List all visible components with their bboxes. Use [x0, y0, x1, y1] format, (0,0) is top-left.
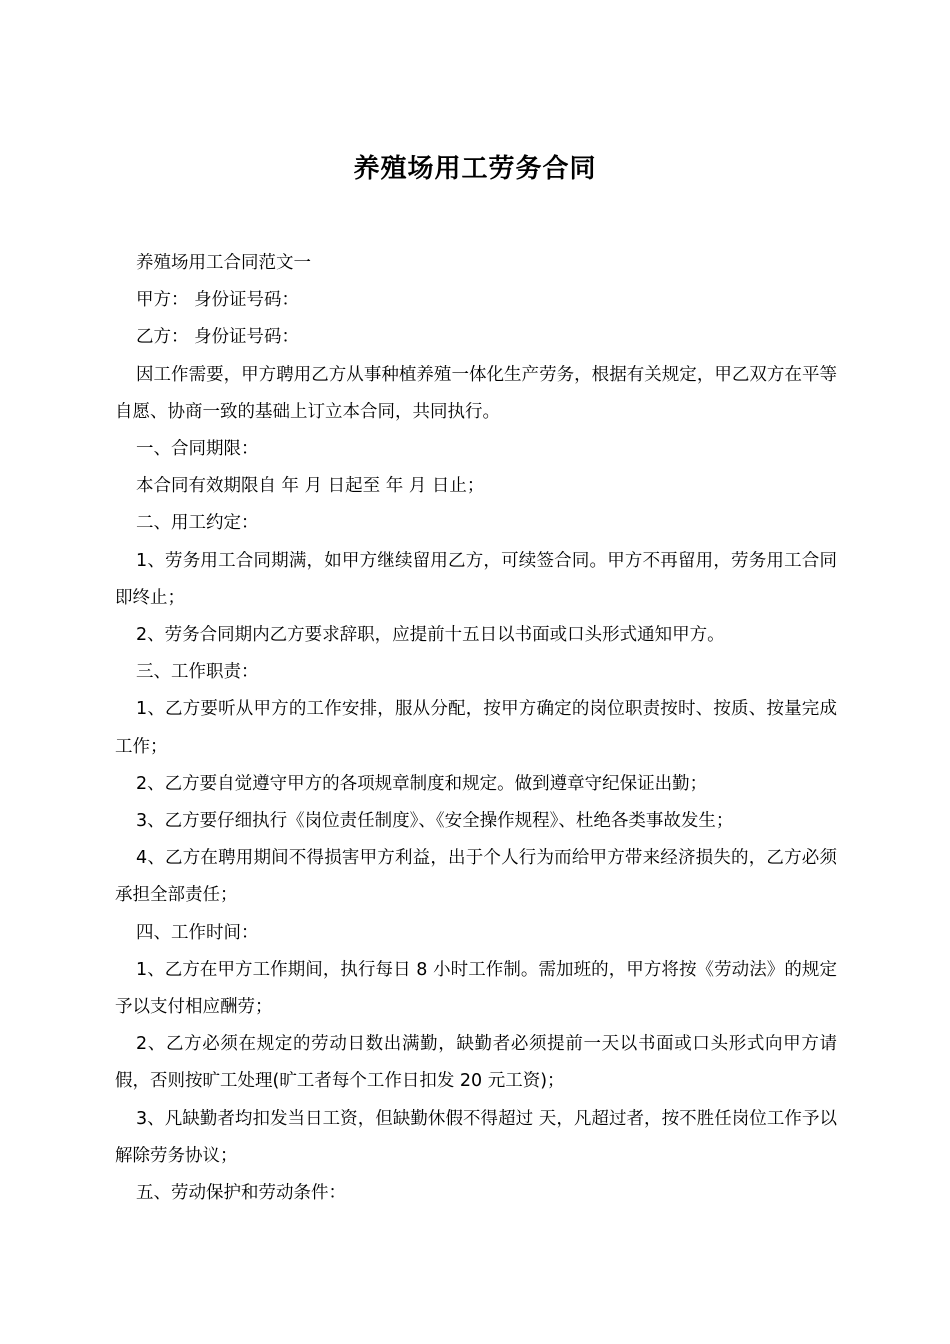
- paragraph-duties-3: 3、乙方要仔细执行《岗位责任制度》、《安全操作规程》、杜绝各类事故发生；: [136, 811, 734, 832]
- document-title: 养殖场用工劳务合同: [353, 154, 597, 185]
- paragraph-employment-1: 1、劳务用工合同期满，如甲方继续留用乙方，可续签合同。甲方不再留用，劳务用工合同即终止；: [115, 550, 837, 608]
- paragraph-term: 本合同有效期限自 年 月 日起至 年 月 日止；: [136, 476, 485, 497]
- paragraph-duties-2: 2、乙方要自觉遵守甲方的各项规章制度和规定。做到遵章守纪保证出勤；: [136, 773, 708, 794]
- paragraph-party-a: 甲方： 身份证号码：: [136, 290, 300, 311]
- section-heading-protection: 五、劳动保护和劳动条件：: [136, 1183, 346, 1204]
- section-heading-term: 一、合同期限：: [136, 439, 259, 460]
- paragraph-employment-2: 2、劳务合同期内乙方要求辞职，应提前十五日以书面或口头形式通知甲方。: [136, 625, 725, 646]
- paragraph-party-b: 乙方： 身份证号码：: [136, 327, 300, 348]
- paragraph-duties-4: 4、乙方在聘用期间不得损害甲方利益，出于个人行为而给甲方带来经济损失的，乙方必须承担全部责任；: [115, 848, 837, 906]
- paragraph-hours-3: 3、凡缺勤者均扣发当日工资，但缺勤休假不得超过 天，凡超过者，按不胜任岗位工作予以解除劳务协议；: [115, 1108, 837, 1166]
- paragraph-preamble: 因工作需要，甲方聘用乙方从事种植养殖一体化生产劳务，根据有关规定，甲乙双方在平等自愿、协商一致的基础上订立本合同，共同执行。: [115, 364, 837, 422]
- paragraph-hours-1: 1、乙方在甲方工作期间，执行每日 8 小时工作制。需加班的，甲方将按《劳动法》的规定予以支付相应酬劳；: [115, 959, 837, 1018]
- paragraph-duties-1: 1、乙方要听从甲方的工作安排，服从分配，按甲方确定的岗位职责按时、按质、按量完成工作；: [115, 699, 837, 757]
- paragraph-subtitle: 养殖场用工合同范文一: [136, 253, 311, 273]
- section-heading-hours: 四、工作时间：: [136, 922, 259, 943]
- section-heading-employment: 二、用工约定：: [136, 513, 259, 534]
- document-body: [115, 245, 837, 1212]
- paragraph-hours-2: 2、乙方必须在规定的劳动日数出满勤，缺勤者必须提前一天以书面或口头形式向甲方请假，否则按旷工处理(旷工者每个工作日扣发 20 元工资)；: [115, 1034, 837, 1092]
- section-heading-duties: 三、工作职责：: [136, 662, 259, 683]
